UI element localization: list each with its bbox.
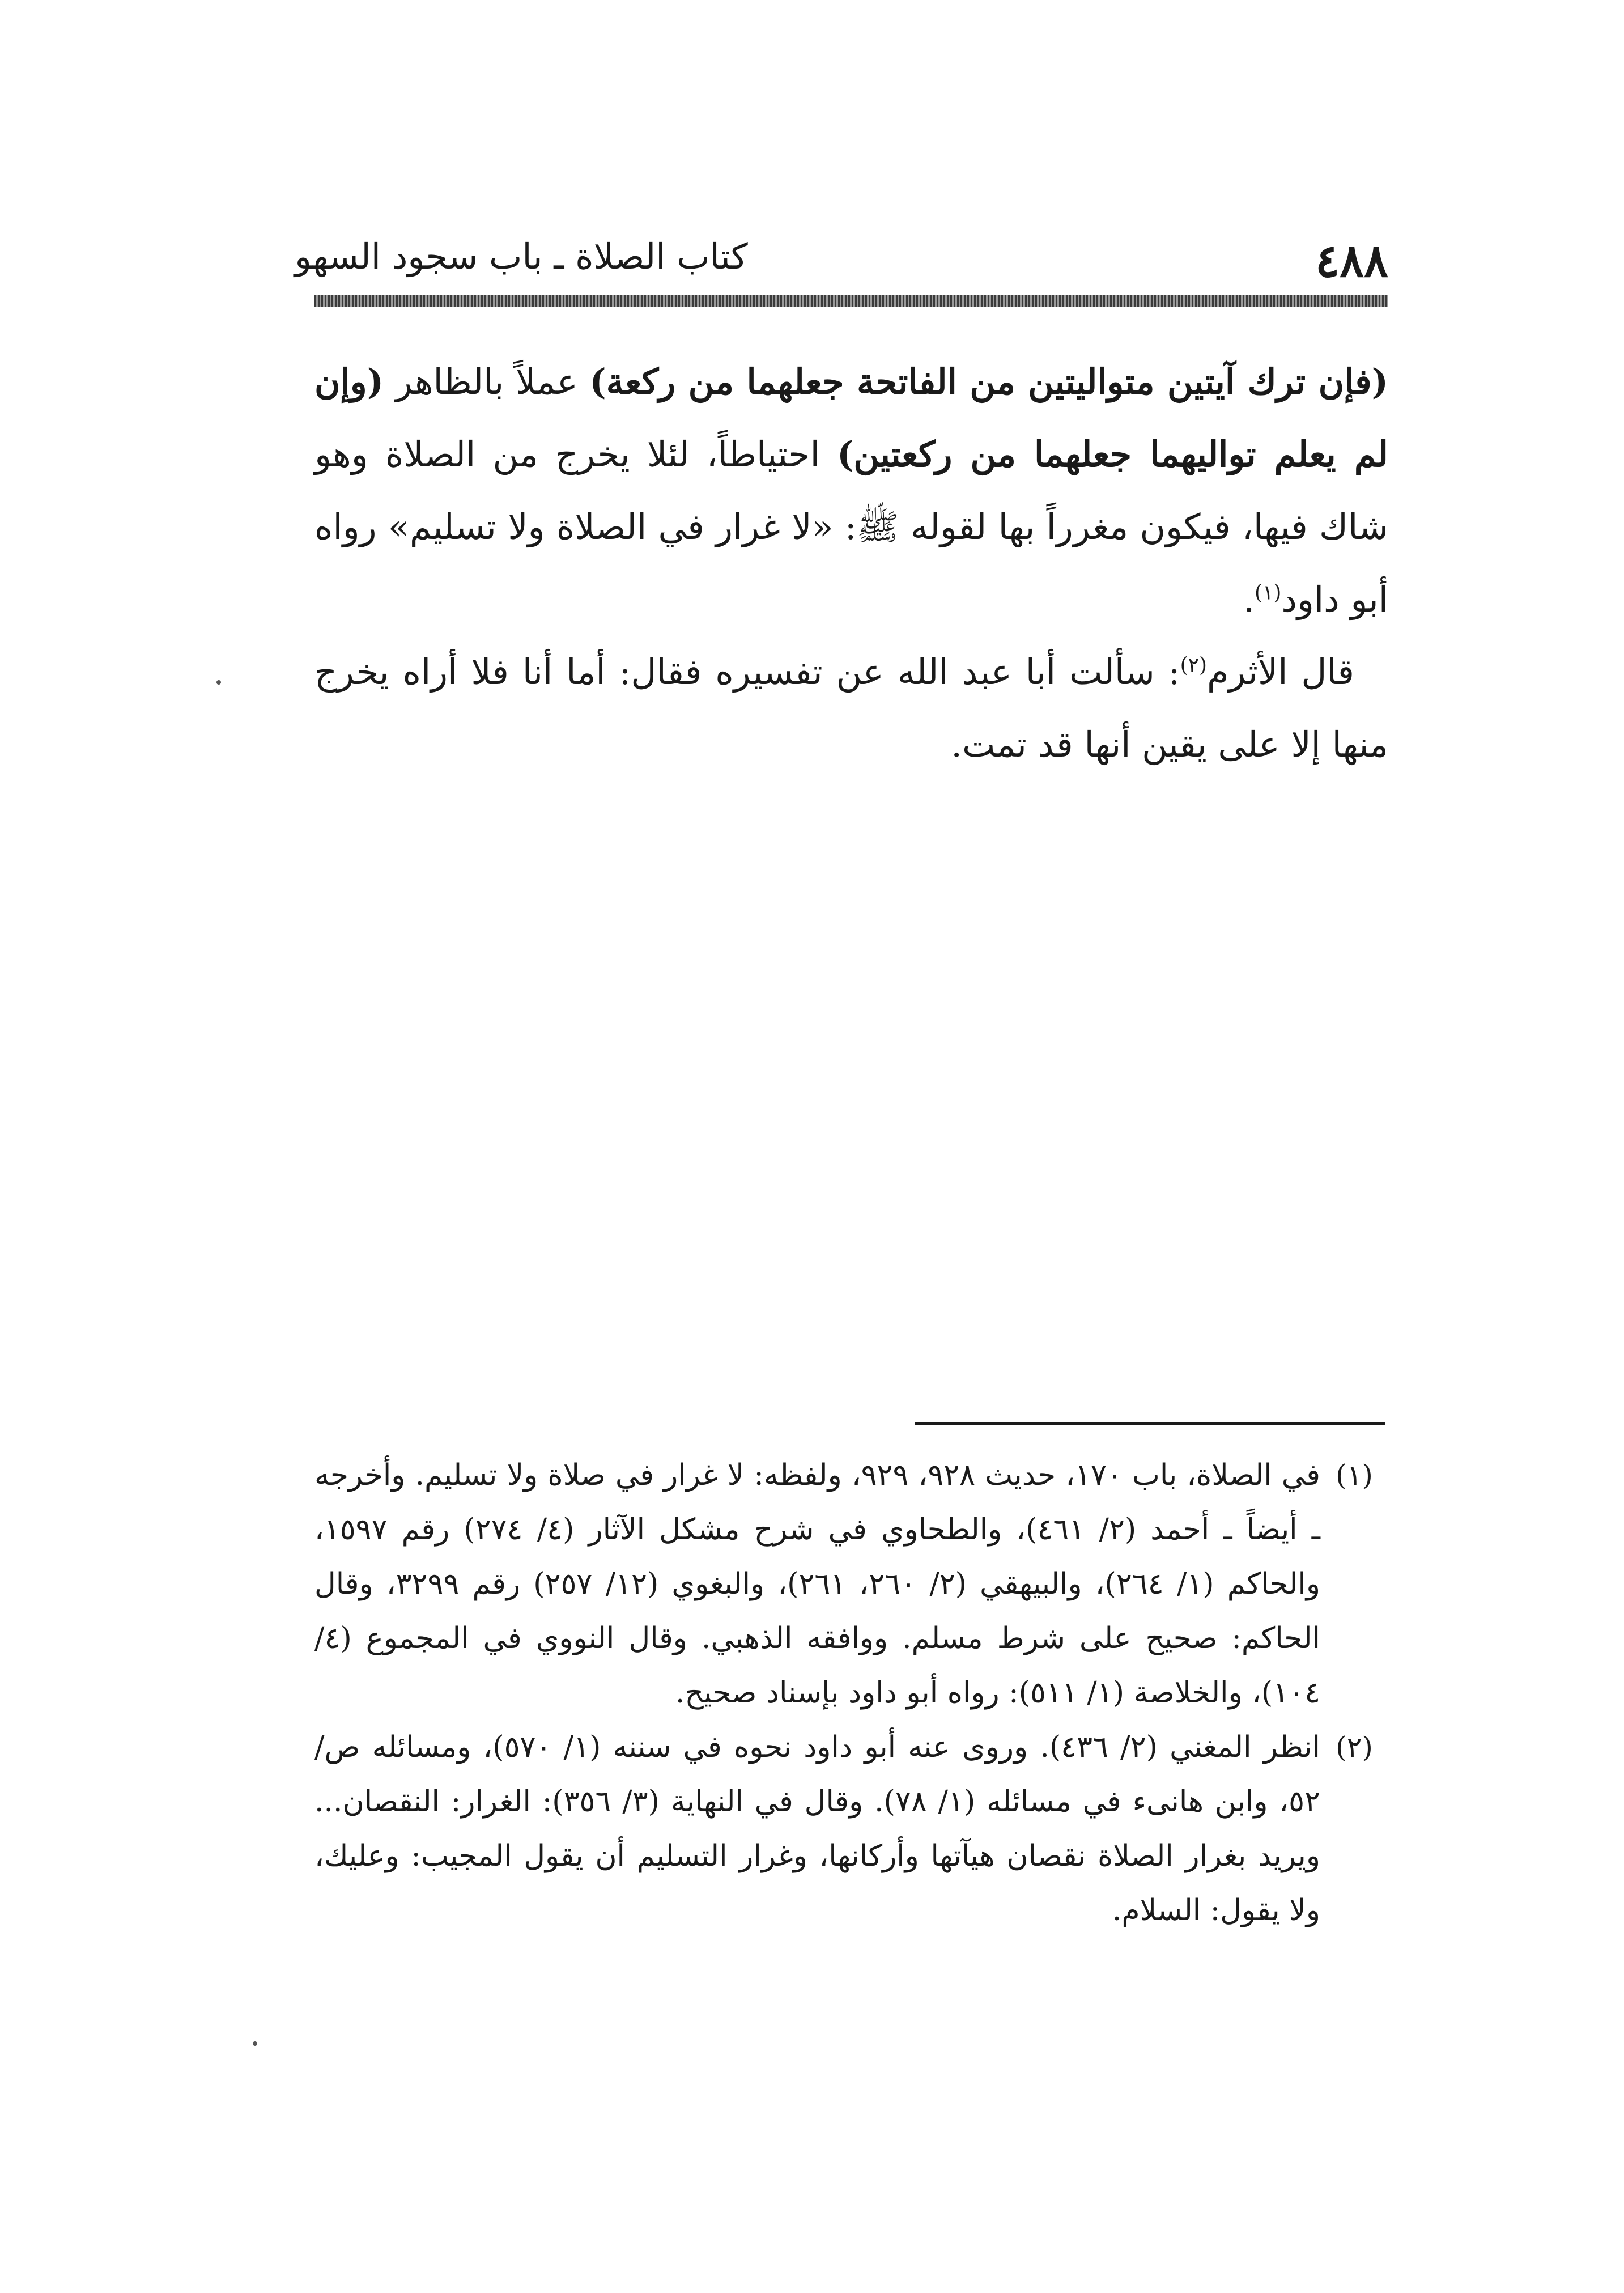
paragraph-1 — [314, 346, 1388, 636]
footnote-marker: (١) — [1336, 1459, 1373, 1492]
footnotes — [314, 1448, 1388, 1938]
running-title: كتاب الصلاة ـ باب سجود السهو — [295, 236, 748, 277]
text-run: . — [1243, 579, 1255, 620]
footnote-marker: (٢) — [1336, 1731, 1373, 1764]
footnote-separator — [915, 1422, 1385, 1425]
scan-speck — [216, 680, 221, 685]
text-run: قال الأثرم — [1207, 651, 1354, 693]
page-number: ٤٨٨ — [1315, 234, 1388, 287]
bold-phrase: (فإن ترك آيتين متواليتين من الفاتحة جعلهما من ركعة) — [589, 361, 1388, 402]
text-run: : سألت أبا عبد الله عن تفسيره فقال: أما أنا فلا أراه يخرج منها إلا على يقين أنها قد تمت. — [314, 651, 1388, 765]
bold-phrase: (وإن لم يعلم تواليهما جعلهما من ركعتين) — [314, 361, 1388, 475]
text-run: احتياطاً، لئلا يخرج من الصلاة وهو شاك فيها، فيكون مغرراً بها لقوله ﷺ: «لا غرار في الصلاة ولا تسليم» رواه أبو داود — [314, 434, 1388, 620]
footnote-2 — [314, 1720, 1388, 1938]
footnote-reference-1[interactable]: (١) — [1254, 581, 1282, 605]
paragraph-2 — [314, 636, 1388, 781]
footnote-text: في الصلاة، باب ١٧٠، حديث ٩٢٨، ٩٢٩، ولفظه: لا غرار في صلاة ولا تسليم. وأخرجه ـ أيضاً ـ أحمد (٢/ ٤٦١)، والطحاوي في شرح مشكل الآثار (٤/ ٢٧٤) رقم ١٥٩٧، والحاكم (١/ ٢٦٤)، والبيهقي (٢/ ٢٦٠، ٢٦١)، والبغوي (١٢/ ٢٥٧) رقم ٣٢٩٩، وقال الحاكم: صحيح على شرط مسلم. ووافقه الذهبي. وقال النووي في المجموع (٤/ ١٠٤)، والخلاصة (١/ ٥١١): رواه أبو داود بإسناد صحيح. — [314, 1458, 1321, 1710]
footnote-text: انظر المغني (٢/ ٤٣٦). وروى عنه أبو داود نحوه في سننه (١/ ٥٧٠)، ومسائله ص/ ٥٢، وابن هانىء في مسائله (١/ ٧٨). وقال في النهاية (٣/ ٣٥٦): الغرار: النقصان... ويريد بغرار الصلاة نقصان هيآتها وأركانها، وغرار التسليم أن يقول المجيب: وعليك، ولا يقول: السلام. — [314, 1730, 1320, 1927]
footnote-reference-2[interactable]: (٢) — [1180, 653, 1208, 677]
scan-speck — [253, 2041, 257, 2046]
main-text — [314, 346, 1388, 781]
footnote-1 — [314, 1448, 1388, 1720]
header-rule — [314, 295, 1388, 307]
text-run: عملاً بالظاهر — [384, 361, 590, 402]
